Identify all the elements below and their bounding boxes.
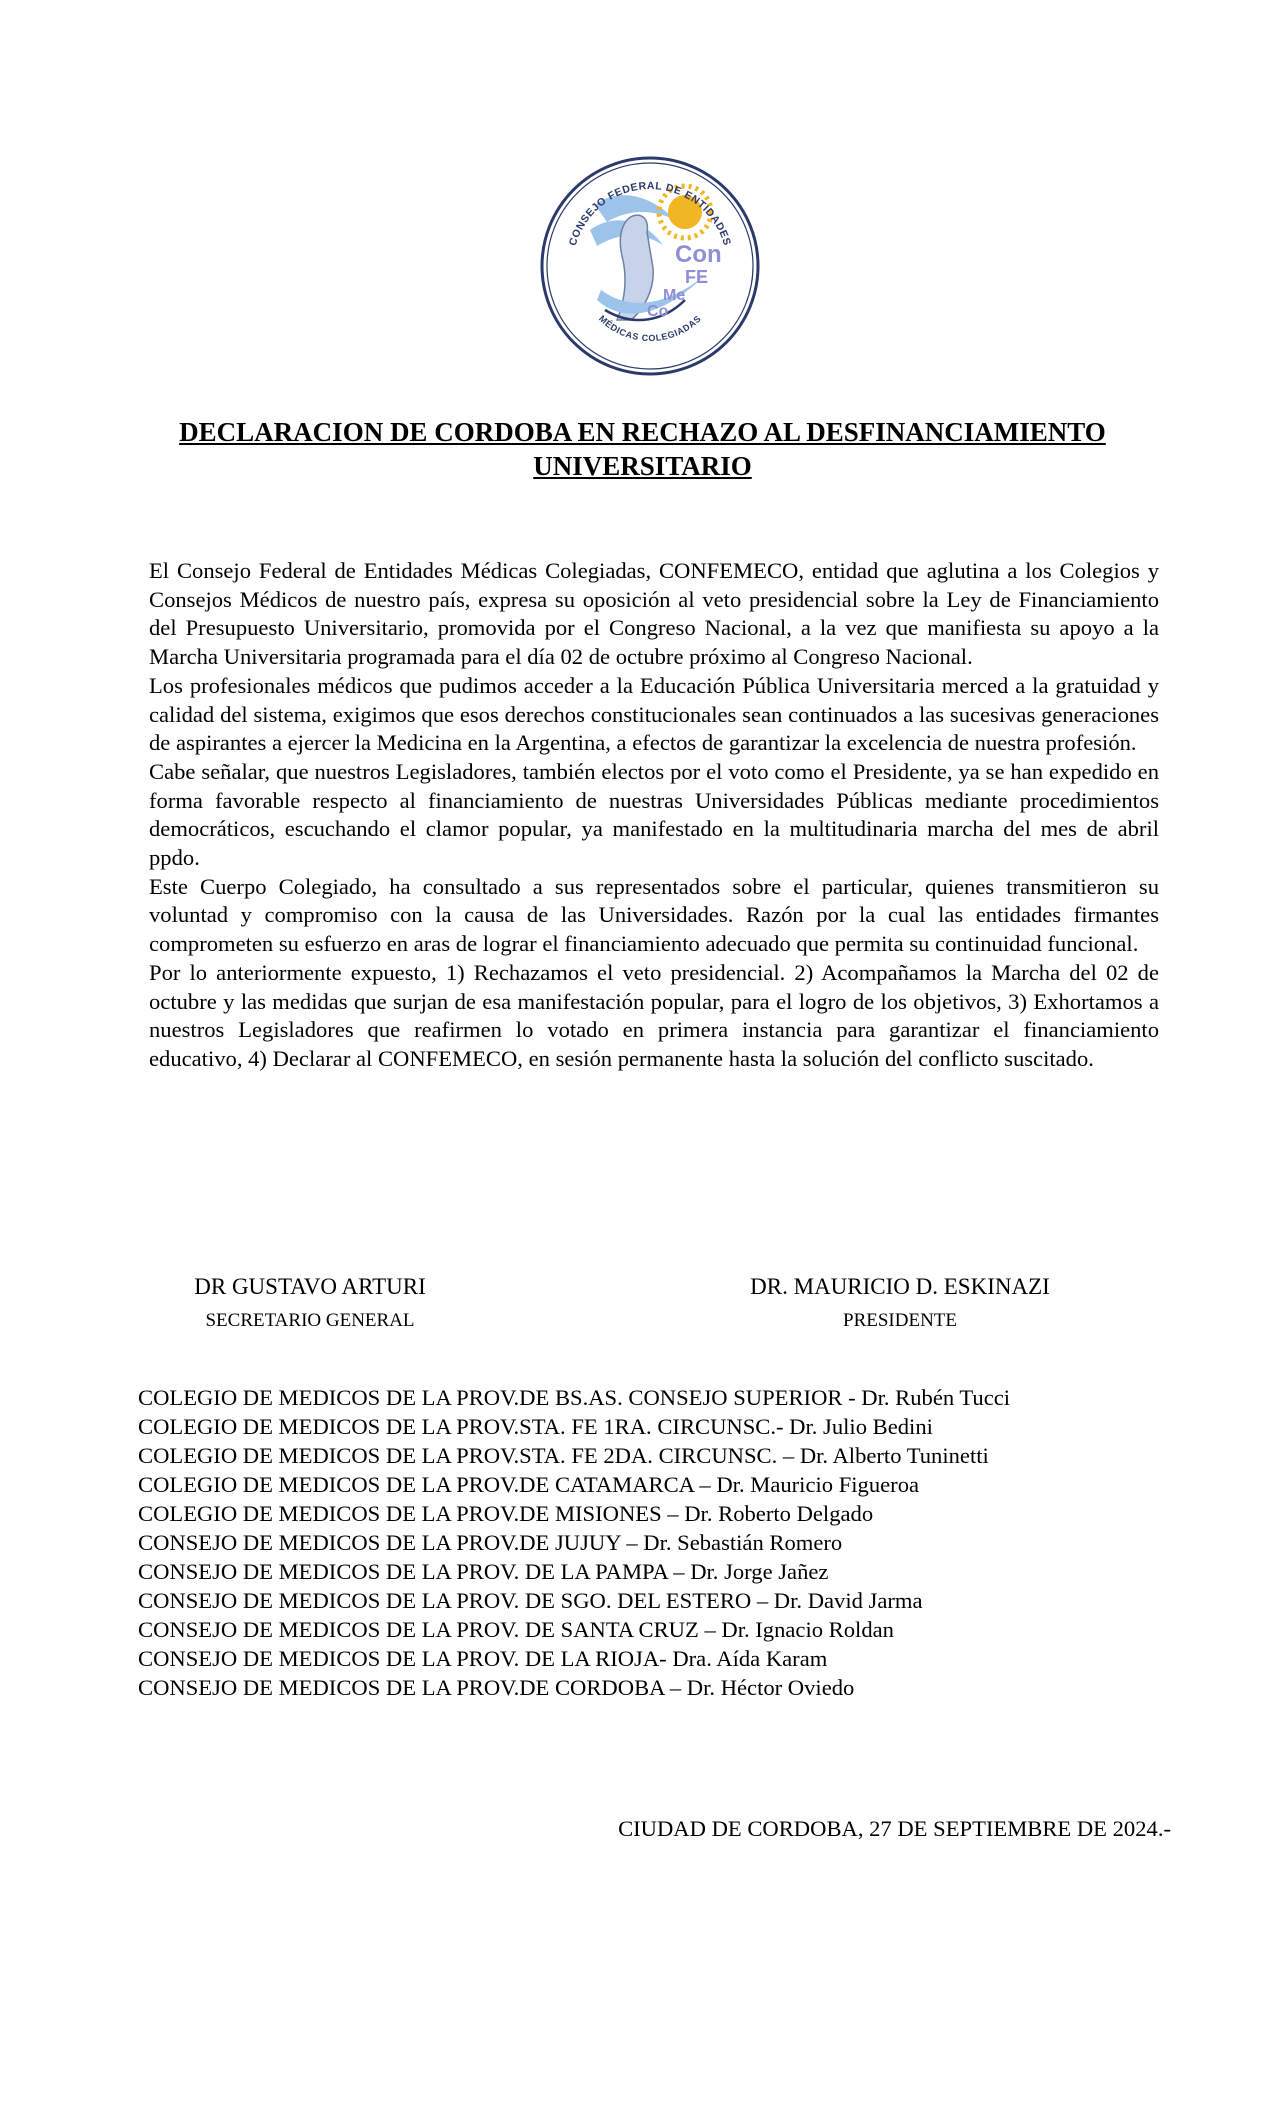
list-item: CONSEJO DE MEDICOS DE LA PROV.DE JUJUY – Dr. Sebastián Romero <box>138 1530 843 1555</box>
logo-ring-top-text: CONSEJO FEDERAL DE ENTIDADES <box>566 179 734 248</box>
signature-secretary-name: DR GUSTAVO ARTURI <box>194 1274 426 1299</box>
logo-ring-bottom-text: MÉDICAS COLEGIADAS <box>596 313 704 344</box>
paragraph-5: Por lo anteriormente expuesto, 1) Rechazamos el veto presidencial. 2) Acompañamos la Marcha del 02 de octubre y las medidas que surjan de esa manifestación popular, para el logro de los objetivos, 3) Exhortamos a nuestros Legisladores que reafirmen lo votado en primera instancia para garantizar el financiamiento educativo, 4) Declarar al CONFEMECO, en sesión permanente hasta la solución del conflicto suscitado. <box>149 959 1159 1071</box>
list-item: CONSEJO DE MEDICOS DE LA PROV.DE CORDOBA – Dr. Héctor Oviedo <box>138 1675 855 1700</box>
logo-mark-con: Con <box>675 241 722 268</box>
list-item: CONSEJO DE MEDICOS DE LA PROV. DE LA PAMPA – Dr. Jorge Jañez <box>138 1559 829 1584</box>
list-item: COLEGIO DE MEDICOS DE LA PROV.DE CATAMARCA – Dr. Mauricio Figueroa <box>138 1472 920 1497</box>
list-item: CONSEJO DE MEDICOS DE LA PROV. DE SANTA CRUZ – Dr. Ignacio Roldan <box>138 1617 894 1642</box>
document-title-line-2: UNIVERSITARIO <box>533 451 752 481</box>
paragraph-3: Cabe señalar, que nuestros Legisladores, también electos por el voto como el Presidente, ya se han expedido en forma favorable respecto al financiamiento de nuestras Universidades Públicas mediante procedimientos democráticos, escuchando el clamor popular, ya manifestado en la multitudinaria marcha del mes de abril ppdo. <box>149 758 1159 871</box>
logo-mark-co: Co <box>647 303 669 320</box>
list-item: COLEGIO DE MEDICOS DE LA PROV.STA. FE 2DA. CIRCUNSC. – Dr. Alberto Tuninetti <box>138 1443 989 1468</box>
list-item: CONSEJO DE MEDICOS DE LA PROV. DE LA RIOJA- Dra. Aída Karam <box>138 1646 828 1671</box>
document-title <box>120 415 1165 483</box>
signature-secretary-role: SECRETARIO GENERAL <box>205 1310 415 1331</box>
paragraph-1: El Consejo Federal de Entidades Médicas Colegiadas, CONFEMECO, entidad que aglutina a los Colegios y Consejos Médicos de nuestro país, expresa su oposición al veto presidencial sobre la Ley de Financiamiento del Presupuesto Universitario, promovida por el Congreso Nacional, a la vez que manifiesta su apoyo a la Marcha Universitaria programada para el día 02 de octubre próximo al Congreso Nacional. <box>149 558 1159 670</box>
paragraph-2: Los profesionales médicos que pudimos acceder a la Educación Pública Universitaria merced a la gratuidad y calidad del sistema, exigimos que esos derechos constitucionales sean continuados a las sucesivas generaciones de aspirantes a ejercer la Medicina en la Argentina, a efectos de garantizar la excelencia de nuestra profesión. <box>149 672 1159 756</box>
confemeco-logo-emblem <box>535 150 765 382</box>
signature-president-name: DR. MAURICIO D. ESKINAZI <box>750 1274 1050 1299</box>
logo-mark-fe: FE <box>685 267 709 287</box>
signature-secretary <box>160 1272 460 1334</box>
place-and-date: CIUDAD DE CORDOBA, 27 DE SEPTIEMBRE DE 2024.- <box>618 1816 1171 1841</box>
signature-president <box>720 1272 1080 1334</box>
member-entities-list <box>138 1383 1010 1702</box>
document-title-line-1: DECLARACION DE CORDOBA EN RECHAZO AL DESFINANCIAMIENTO <box>179 417 1106 447</box>
confemeco-logo <box>535 150 765 382</box>
signature-president-role: PRESIDENTE <box>843 1310 957 1331</box>
paragraph-4: Este Cuerpo Colegiado, ha consultado a sus representados sobre el particular, quienes transmitieron su voluntad y compromiso con la causa de las Universidades. Razón por la cual las entidades firmantes comprometen su esfuerzo en aras de lograr el financiamiento adecuado que permita su continuidad funcional. <box>149 873 1159 957</box>
list-item: COLEGIO DE MEDICOS DE LA PROV.DE MISIONES – Dr. Roberto Delgado <box>138 1501 874 1526</box>
declaration-body <box>149 557 1159 1074</box>
list-item: CONSEJO DE MEDICOS DE LA PROV. DE SGO. DEL ESTERO – Dr. David Jarma <box>138 1588 923 1613</box>
logo-mark-me: Me <box>663 287 686 304</box>
list-item: COLEGIO DE MEDICOS DE LA PROV.DE BS.AS. CONSEJO SUPERIOR - Dr. Rubén Tucci <box>138 1385 1011 1410</box>
list-item: COLEGIO DE MEDICOS DE LA PROV.STA. FE 1RA. CIRCUNSC.- Dr. Julio Bedini <box>138 1414 933 1439</box>
